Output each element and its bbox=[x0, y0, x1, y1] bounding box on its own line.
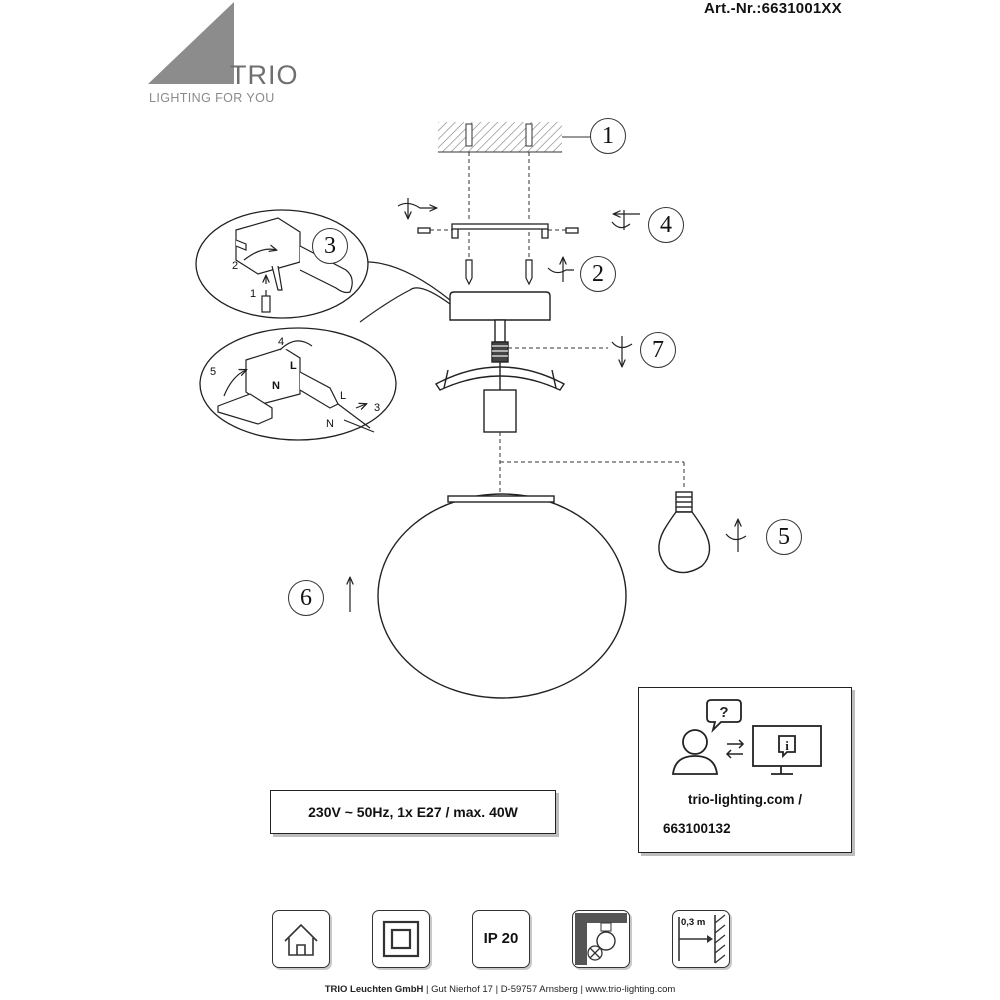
terminal-n-label: N bbox=[272, 380, 280, 392]
support-code: 663100132 bbox=[663, 821, 731, 836]
shade-holder bbox=[436, 362, 564, 432]
ip-rating-label: IP 20 bbox=[483, 930, 519, 947]
footer-sep-1: | bbox=[426, 984, 432, 995]
step-5-badge: 5 bbox=[766, 519, 802, 555]
distance-label: 0,3 m bbox=[681, 917, 706, 928]
step-4-badge: 4 bbox=[648, 207, 684, 243]
step-1-badge: 1 bbox=[590, 118, 626, 154]
footer-sep-3: | bbox=[580, 984, 586, 995]
detail-step-2-label: 2 bbox=[232, 260, 239, 272]
footer-address: Gut Nierhof 17 bbox=[431, 984, 493, 995]
svg-text:?: ? bbox=[719, 704, 729, 721]
detail-step-1-label: 1 bbox=[250, 288, 257, 300]
support-url[interactable]: trio-lighting.com / bbox=[688, 792, 802, 807]
article-number: Art.-Nr.:6631001XX bbox=[704, 0, 842, 17]
canopy bbox=[450, 292, 550, 362]
detail-step-3-label: 3 bbox=[374, 402, 381, 414]
support-panel bbox=[638, 687, 852, 853]
detail-step-5-label: 5 bbox=[210, 366, 217, 378]
light-bulb-e27 bbox=[659, 492, 710, 573]
footer bbox=[0, 984, 1000, 995]
electrical-spec: 230V ~ 50Hz, 1x E27 / max. 40W bbox=[270, 790, 556, 834]
step-6-badge: 6 bbox=[288, 580, 324, 616]
no-insulation-cover-icon bbox=[572, 910, 630, 968]
min-distance-icon bbox=[672, 910, 730, 968]
detail-step-4-label: 4 bbox=[278, 336, 285, 348]
footer-city: D-59757 Arnsberg bbox=[500, 984, 578, 995]
brand-tagline: LIGHTING FOR YOU bbox=[149, 91, 275, 105]
step-3-badge: 3 bbox=[312, 228, 348, 264]
detail-bubble-terminal-open bbox=[196, 210, 368, 318]
detail-bubble-wiring bbox=[200, 328, 396, 440]
wire-n-label: N bbox=[326, 418, 334, 430]
footer-sep-2: | bbox=[495, 984, 501, 995]
protection-class-2-icon bbox=[372, 910, 430, 968]
footer-website[interactable]: www.trio-lighting.com bbox=[585, 984, 676, 995]
terminal-l-label: L bbox=[290, 360, 297, 372]
step-2-badge: 2 bbox=[580, 256, 616, 292]
svg-text:i: i bbox=[785, 738, 789, 753]
help-person-screen-icon bbox=[667, 698, 827, 788]
brand-name: TRIO bbox=[230, 60, 299, 90]
footer-company: TRIO Leuchten GmbH bbox=[324, 984, 424, 995]
ceiling-screws bbox=[466, 260, 532, 284]
step-7-badge: 7 bbox=[640, 332, 676, 368]
indoor-use-house-icon bbox=[272, 910, 330, 968]
glass-shade bbox=[378, 494, 626, 698]
wire-l-label: L bbox=[340, 390, 347, 402]
mounting-bracket bbox=[418, 224, 578, 238]
ceiling-hatch bbox=[438, 122, 592, 152]
ip-rating-icon bbox=[472, 910, 530, 968]
